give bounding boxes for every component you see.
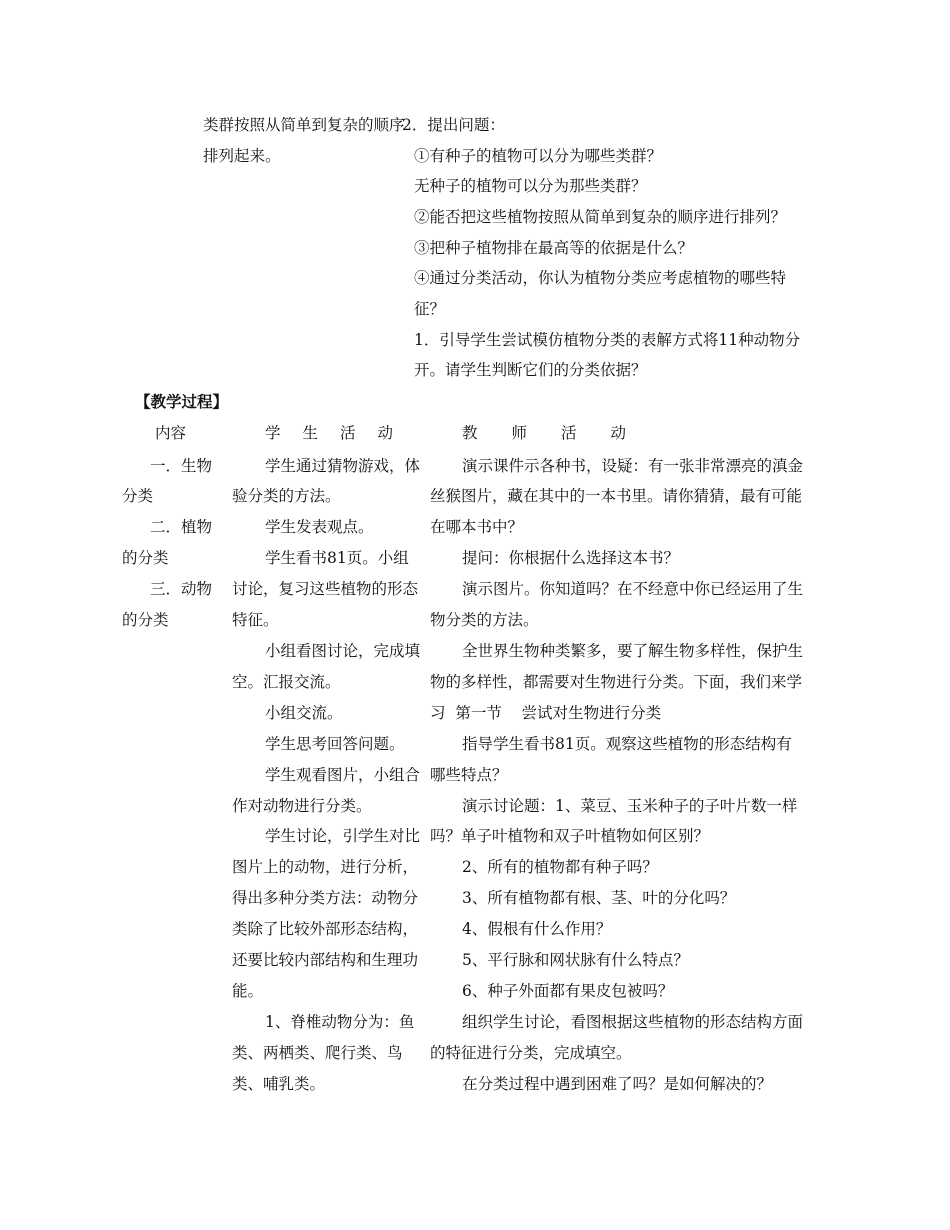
teacher-line: 的特征进行分类，完成填空。: [430, 1044, 632, 1062]
teacher-line: 4、假根有什么作用？: [462, 920, 612, 938]
intro-right-line-4: ②能否把这些植物按照从简单到复杂的顺序进行排列？: [414, 208, 787, 226]
teacher-line: 丝猴图片，藏在其中的一本书里。请你猜猜，最有可能: [430, 487, 803, 505]
student-line: 学生发表观点。: [265, 518, 374, 536]
content-item-2b: 的分类: [122, 549, 169, 567]
content-item-3a: 三．动物: [150, 580, 213, 598]
student-line: 学生思考回答问题。: [265, 735, 405, 753]
section-title: 【教学过程】: [135, 392, 229, 411]
header-student-activity: 学生活动: [265, 424, 416, 442]
teacher-line: 5、平行脉和网状脉有什么特点？: [462, 951, 689, 969]
student-line: 学生讨论，引学生对比: [265, 827, 421, 845]
student-line: 小组交流。: [265, 704, 343, 722]
header-content: 内容: [155, 424, 187, 442]
teacher-line: 哪些特点？: [430, 766, 508, 784]
student-line: 1、脊椎动物分为：鱼: [265, 1013, 415, 1031]
teacher-line: 2、所有的植物都有种子吗？: [462, 858, 658, 876]
teacher-line: 在哪本书中？: [430, 518, 524, 536]
student-line: 得出多种分类方法：动物分: [232, 889, 419, 907]
student-line: 讨论，复习这些植物的形态: [232, 580, 419, 598]
student-line: 学生看书81页。小组: [265, 549, 409, 567]
intro-right-line-7: 征？: [414, 300, 446, 318]
student-line: 空。汇报交流。: [232, 673, 341, 691]
intro-left-line-1: 类群按照从简单到复杂的顺序: [203, 116, 405, 134]
intro-right-line-3: 无种子的植物可以分为那些类群？: [414, 177, 647, 195]
student-line: 图片上的动物，进行分析，: [232, 858, 419, 876]
teacher-line: 在分类过程中遇到困难了吗？是如何解决的？: [462, 1075, 773, 1093]
student-line: 类、两栖类、爬行类、鸟: [232, 1044, 403, 1062]
student-line: 小组看图讨论，完成填: [265, 642, 421, 660]
student-line: 特征。: [232, 611, 279, 629]
student-line: 学生观看图片，小组合: [265, 766, 421, 784]
header-teacher-activity: 教师活动: [462, 424, 661, 442]
teacher-line: 组织学生讨论，看图根据这些植物的形态结构方面: [462, 1013, 804, 1031]
teacher-line: 吗？单子叶植物和双子叶植物如何区别？: [430, 827, 710, 845]
intro-right-line-6: ④通过分类活动，你认为植物分类应考虑植物的哪些特: [414, 269, 787, 287]
intro-right-line-1: 2．提出问题：: [402, 116, 505, 134]
teacher-line: 演示讨论题：1、菜豆、玉米种子的子叶片数一样: [462, 797, 798, 815]
student-line: 还要比较内部结构和生理功: [232, 951, 419, 969]
teacher-line: 演示图片。你知道吗？在不经意中你已经运用了生: [462, 580, 804, 598]
content-item-2a: 二．植物: [150, 518, 213, 536]
intro-left-line-2: 排列起来。: [203, 147, 281, 165]
teacher-line: 指导学生看书81页。观察这些植物的形态结构有: [462, 735, 792, 753]
teacher-line: 物分类的方法。: [430, 611, 539, 629]
content-item-1b: 分类: [122, 487, 154, 505]
teacher-line: 物的多样性，都需要对生物进行分类。下面，我们来学: [430, 673, 803, 691]
student-line: 能。: [232, 982, 264, 1000]
student-line: 作对动物进行分类。: [232, 797, 372, 815]
teacher-line: 全世界生物种类繁多，要了解生物多样性，保护生: [462, 642, 804, 660]
intro-right-line-5: ③把种子植物排在最高等的依据是什么？: [414, 239, 694, 257]
student-line: 类除了比较外部形态结构，: [232, 920, 419, 938]
teacher-line: 6、种子外面都有果皮包被吗？: [462, 982, 674, 1000]
content-item-3b: 的分类: [122, 611, 169, 629]
student-line: 类、哺乳类。: [232, 1075, 326, 1093]
teacher-line: 提问：你根据什么选择这本书？: [462, 549, 680, 567]
teacher-line: 演示课件示各种书，设疑：有一张非常漂亮的滇金: [462, 457, 804, 475]
teacher-line: 习 第一节 尝试对生物进行分类: [430, 704, 662, 722]
intro-right-line-2: ①有种子的植物可以分为哪些类群？: [414, 147, 663, 165]
content-item-1a: 一．生物: [150, 457, 213, 475]
intro-right-line-8: 1．引导学生尝试模仿植物分类的表解方式将11种动物分: [414, 331, 801, 349]
intro-right-line-9: 开。请学生判断它们的分类依据？: [414, 361, 647, 379]
teacher-line: 3、所有植物都有根、茎、叶的分化吗？: [462, 889, 736, 907]
student-line: 验分类的方法。: [232, 487, 341, 505]
student-line: 学生通过猜物游戏，体: [265, 457, 421, 475]
